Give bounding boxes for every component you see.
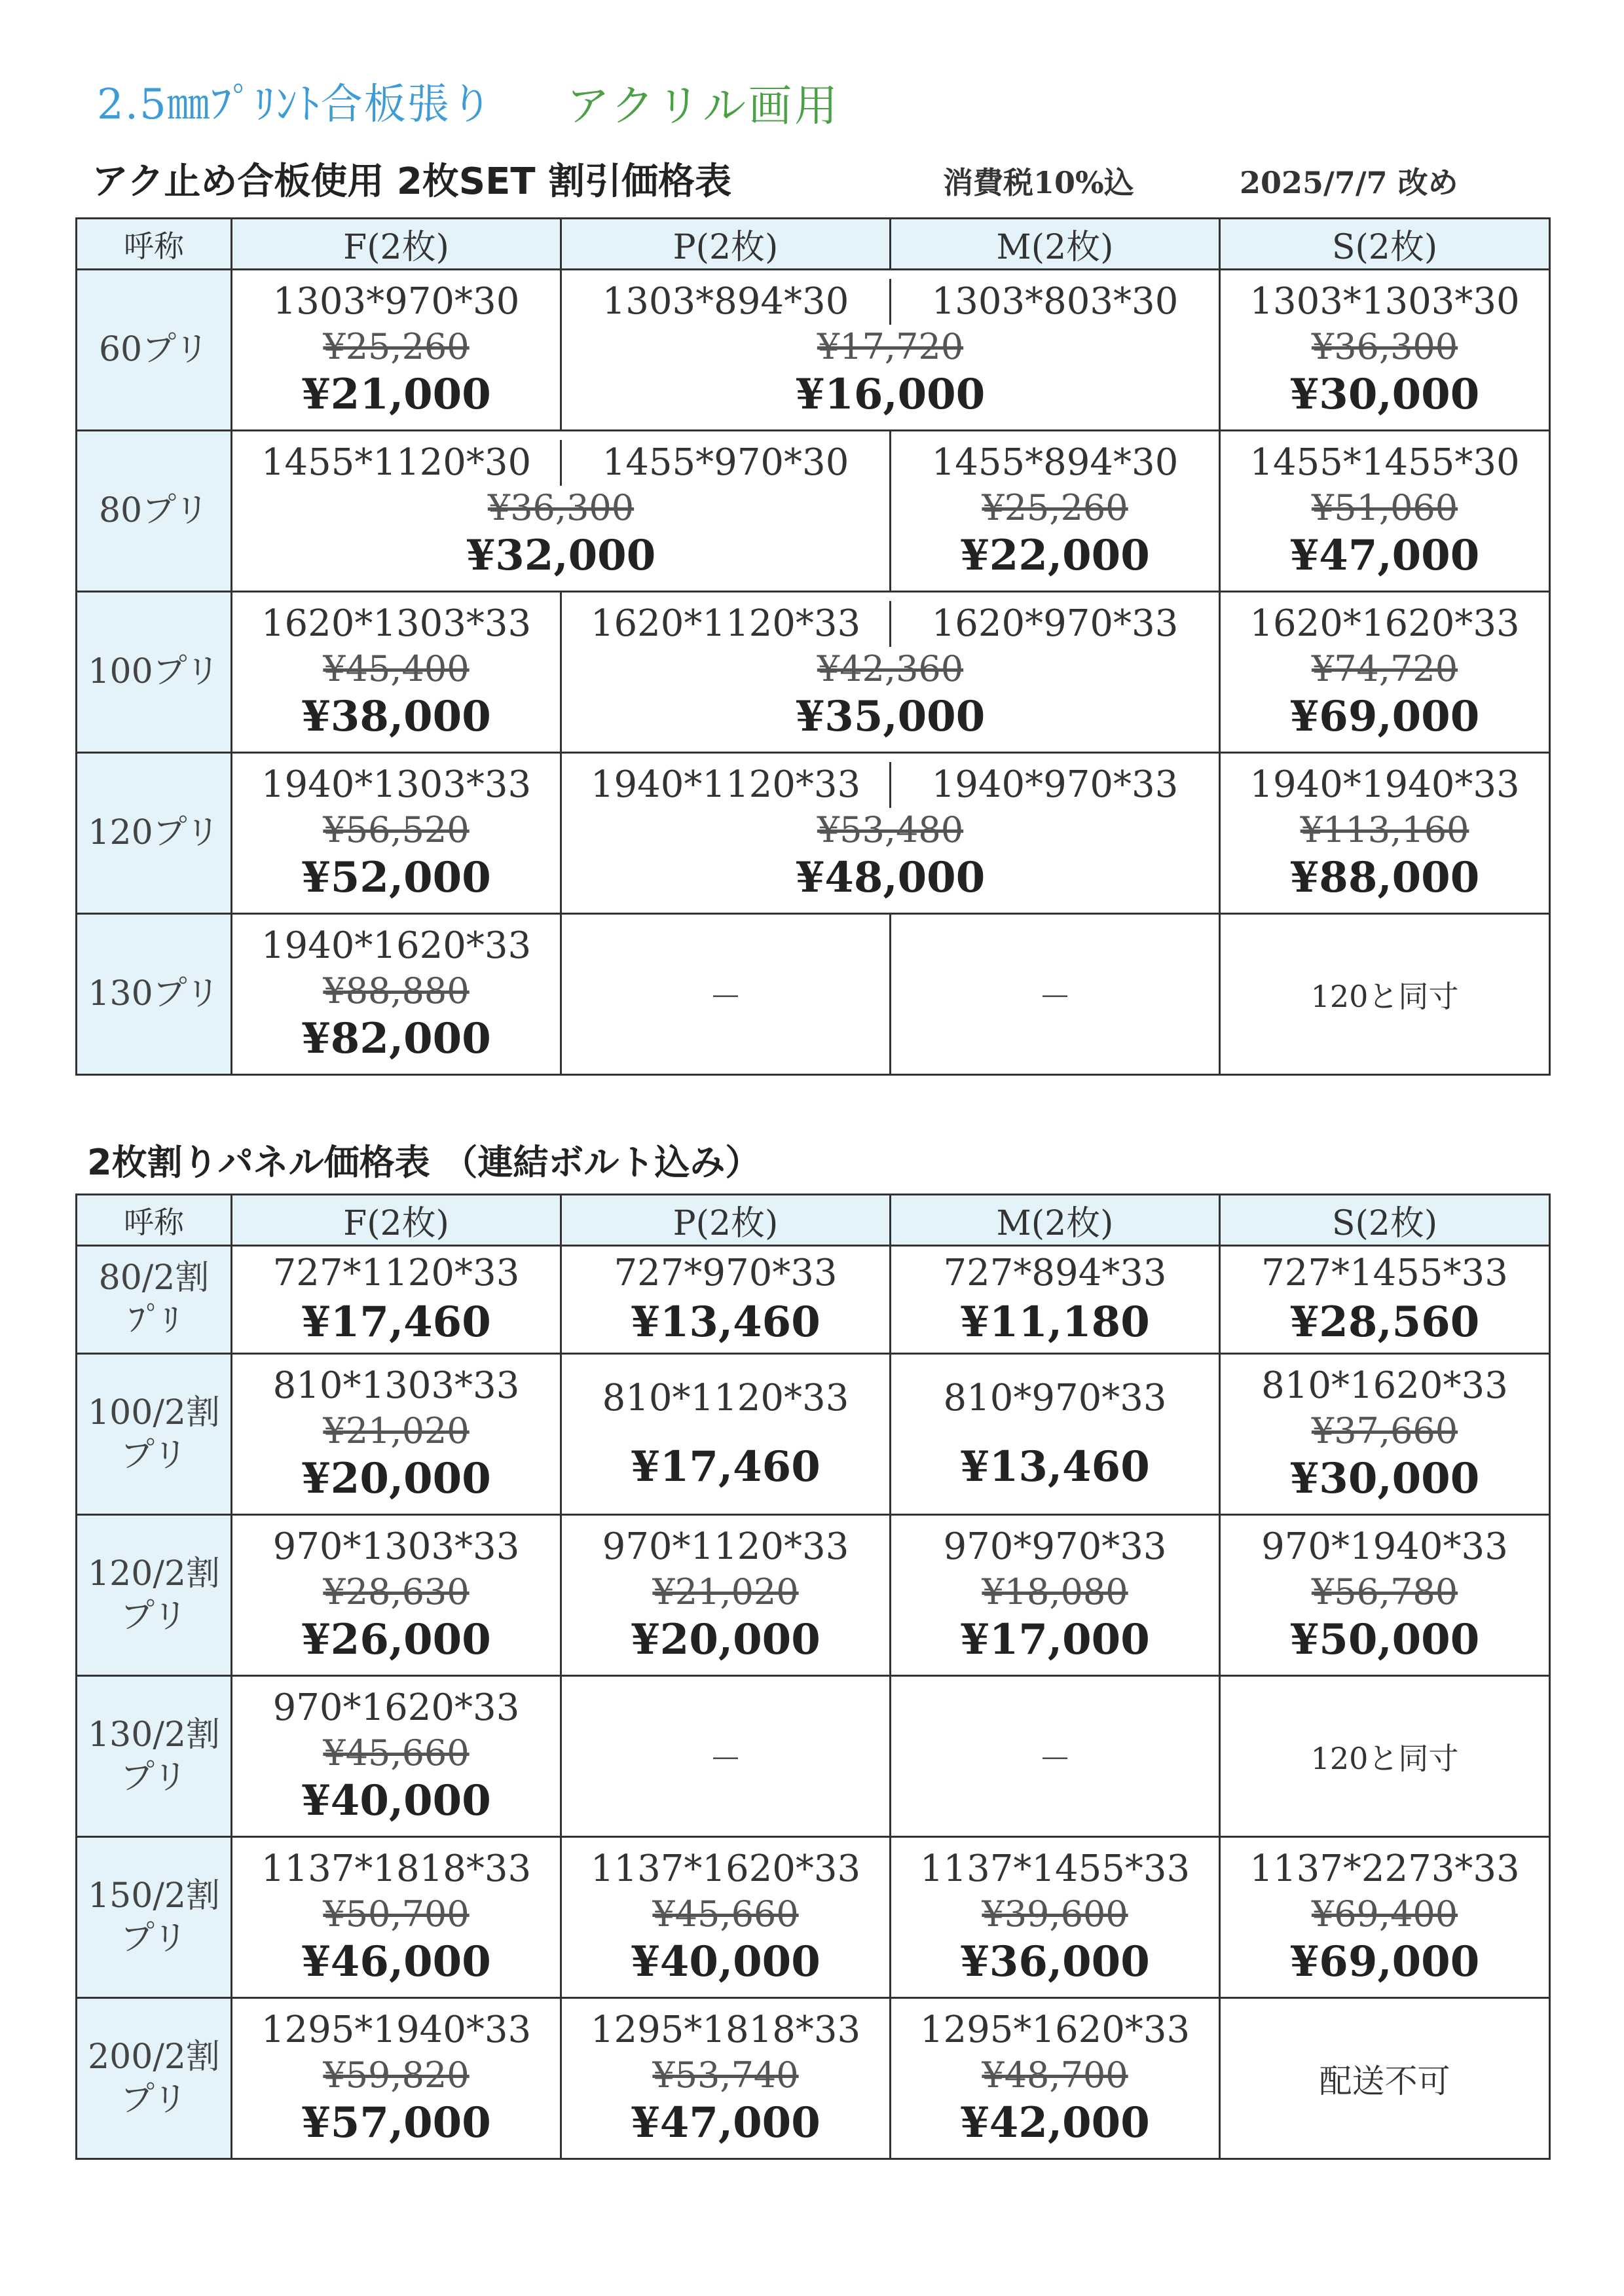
- price-cell: [561, 1998, 891, 2159]
- dimension: 810*1620*33: [1261, 1364, 1508, 1407]
- not-available: －: [1039, 977, 1071, 1016]
- new-price: ¥26,000: [301, 1615, 491, 1665]
- new-price: ¥16,000: [795, 370, 986, 420]
- note: 配送不可: [1319, 2062, 1450, 2100]
- dimension: 1303*1303*30: [1249, 280, 1520, 323]
- row-name: 80プリ: [77, 431, 232, 592]
- new-price: ¥17,460: [631, 1442, 821, 1491]
- price-cell: [561, 914, 891, 1075]
- dimension: 1455*894*30: [931, 441, 1179, 484]
- new-price: ¥13,460: [960, 1442, 1150, 1491]
- dimension: 1940*1620*33: [261, 924, 532, 967]
- old-price: ¥25,260: [982, 486, 1128, 528]
- new-price: ¥82,000: [301, 1014, 491, 1064]
- new-price: ¥50,000: [1289, 1615, 1480, 1665]
- price-cell-merged: [561, 270, 1220, 431]
- price-cell: [561, 1837, 891, 1998]
- price-cell: [232, 1246, 561, 1354]
- new-price: ¥47,000: [631, 2098, 821, 2148]
- new-price: ¥35,000: [795, 692, 986, 742]
- date-note: 2025/7/7 改め: [1240, 165, 1458, 200]
- price-cell: [232, 1354, 561, 1515]
- title-use: アクリル画用: [566, 81, 841, 131]
- dimension: 727*970*33: [614, 1252, 838, 1294]
- not-available: －: [709, 977, 742, 1016]
- new-price: ¥13,460: [631, 1298, 821, 1347]
- old-price: ¥17,720: [817, 325, 964, 367]
- table-header-row: [77, 219, 1550, 270]
- dimension: 810*1120*33: [602, 1376, 849, 1419]
- table-row: [77, 753, 1550, 914]
- new-price: ¥47,000: [1289, 531, 1480, 581]
- new-price: ¥46,000: [301, 1937, 491, 1987]
- dimension: 1455*970*30: [560, 440, 889, 486]
- row-name-line2: プリ: [120, 2079, 187, 2119]
- old-price: ¥42,360: [817, 647, 964, 689]
- dimension: 1620*1620*33: [1249, 602, 1520, 645]
- row-name: 60プリ: [77, 270, 232, 431]
- col-header-s: S(2枚): [1220, 1195, 1550, 1246]
- dimension: 1137*1620*33: [590, 1847, 861, 1890]
- split-panel-price-table: [75, 1194, 1551, 2160]
- dimension: 810*970*33: [943, 1376, 1167, 1419]
- row-name-line1: 100/2割: [88, 1393, 220, 1432]
- new-price: ¥38,000: [301, 692, 491, 742]
- dimension: 1137*2273*33: [1249, 1847, 1520, 1890]
- dimension: 727*1120*33: [272, 1252, 520, 1294]
- dimension: 1620*1120*33: [590, 602, 861, 645]
- section1-title: アク止め合板使用 2枚SET 割引価格表: [92, 160, 732, 203]
- new-price: ¥40,000: [301, 1776, 491, 1826]
- row-name-line2: プリ: [120, 1435, 187, 1475]
- price-cell: [1220, 1246, 1550, 1354]
- dimension: 970*1620*33: [272, 1686, 520, 1729]
- row-name-line2: プリ: [120, 1596, 187, 1636]
- old-price: ¥53,740: [652, 2054, 799, 2096]
- new-price: ¥30,000: [1289, 370, 1480, 420]
- col-header-f: F(2枚): [232, 219, 561, 270]
- dimension: 1455*1455*30: [1249, 441, 1520, 484]
- table-header-row: [77, 1195, 1550, 1246]
- new-price: ¥36,000: [960, 1937, 1150, 1987]
- row-name-line1: 200/2割: [88, 2037, 220, 2077]
- price-cell: [891, 1998, 1220, 2159]
- table-row: [77, 1515, 1550, 1676]
- new-price: ¥52,000: [301, 853, 491, 903]
- new-price: ¥69,000: [1289, 692, 1480, 742]
- old-price: ¥51,060: [1311, 486, 1458, 528]
- col-header-s: S(2枚): [1220, 219, 1550, 270]
- new-price: ¥57,000: [301, 2098, 491, 2148]
- tax-note: 消費税10%込: [943, 165, 1134, 200]
- new-price: ¥42,000: [960, 2098, 1150, 2148]
- table-row: [77, 1837, 1550, 1998]
- section2-title: 2枚割りパネル価格表 （連結ボルト込み）: [87, 1142, 761, 1183]
- price-cell: [232, 1515, 561, 1676]
- dimension: 970*1303*33: [272, 1525, 520, 1568]
- row-name-line2: ﾌﾟﾘ: [128, 1301, 179, 1340]
- table-row: [77, 592, 1550, 753]
- row-name: 120プリ: [77, 753, 232, 914]
- table-row: [77, 431, 1550, 592]
- title-product: 2.5㎜ﾌﾟﾘﾝﾄ合板張り: [97, 81, 494, 129]
- old-price: ¥28,630: [323, 1571, 470, 1613]
- price-cell: [1220, 1676, 1550, 1837]
- dimension: 1620*970*33: [889, 601, 1219, 647]
- old-price: ¥25,260: [323, 325, 470, 367]
- price-cell-merged: [561, 753, 1220, 914]
- old-price: ¥37,660: [1311, 1410, 1458, 1451]
- price-cell: [232, 914, 561, 1075]
- row-name-line1: 150/2割: [88, 1876, 220, 1916]
- col-header-m: M(2枚): [891, 1195, 1220, 1246]
- price-cell: [1220, 431, 1550, 592]
- dimension: 970*970*33: [943, 1525, 1167, 1568]
- table-row: [77, 270, 1550, 431]
- dimension: 1940*1303*33: [261, 763, 532, 806]
- new-price: ¥17,460: [301, 1298, 491, 1347]
- dimension: 970*1940*33: [1261, 1525, 1508, 1568]
- row-name-line1: 130/2割: [88, 1715, 220, 1755]
- new-price: ¥28,560: [1289, 1298, 1480, 1347]
- old-price: ¥69,400: [1311, 1893, 1458, 1935]
- price-cell: [232, 1837, 561, 1998]
- price-cell: [1220, 914, 1550, 1075]
- row-name: [77, 1354, 232, 1515]
- dimension: 1620*1303*33: [261, 602, 532, 645]
- old-price: ¥53,480: [817, 809, 964, 850]
- old-price: ¥113,160: [1300, 809, 1469, 850]
- table-row: [77, 914, 1550, 1075]
- old-price: ¥39,600: [982, 1893, 1128, 1935]
- old-price: ¥50,700: [323, 1893, 470, 1935]
- price-cell: [891, 1246, 1220, 1354]
- price-cell: [1220, 1354, 1550, 1515]
- row-name: [77, 1676, 232, 1837]
- old-price: ¥45,660: [323, 1732, 470, 1774]
- note: 120と同寸: [1310, 1740, 1459, 1776]
- dimension: 1940*1940*33: [1249, 763, 1520, 806]
- price-cell: [561, 1515, 891, 1676]
- dimension: 1303*970*30: [272, 280, 520, 323]
- row-name: [77, 1515, 232, 1676]
- price-cell: [561, 1246, 891, 1354]
- new-price: ¥21,000: [301, 370, 491, 420]
- old-price: ¥21,020: [323, 1410, 470, 1451]
- col-header-m: M(2枚): [891, 219, 1220, 270]
- new-price: ¥30,000: [1289, 1454, 1480, 1504]
- not-available: －: [709, 1740, 742, 1778]
- price-cell: [1220, 1998, 1550, 2159]
- dimension: 1295*1818*33: [590, 2008, 861, 2051]
- dimension: 970*1120*33: [602, 1525, 849, 1568]
- price-cell: [891, 1515, 1220, 1676]
- row-name: 100プリ: [77, 592, 232, 753]
- price-cell: [891, 1354, 1220, 1515]
- old-price: ¥48,700: [982, 2054, 1128, 2096]
- price-cell-merged: [561, 592, 1220, 753]
- new-price: ¥17,000: [960, 1615, 1150, 1665]
- col-header-p: P(2枚): [561, 219, 891, 270]
- table-row: [77, 1998, 1550, 2159]
- price-cell: [1220, 1515, 1550, 1676]
- price-cell: [232, 753, 561, 914]
- dimension: 1303*894*30: [602, 280, 849, 323]
- not-available: －: [1039, 1740, 1071, 1778]
- dimension: 1137*1455*33: [919, 1847, 1190, 1890]
- price-cell: [1220, 592, 1550, 753]
- new-price: ¥20,000: [631, 1615, 821, 1665]
- row-name: [77, 1246, 232, 1354]
- dimension: 1455*1120*30: [261, 441, 532, 484]
- dimension: 1295*1940*33: [261, 2008, 532, 2051]
- price-cell: [232, 1998, 561, 2159]
- dimension: 727*894*33: [943, 1252, 1167, 1294]
- dimension: 1295*1620*33: [919, 2008, 1190, 2051]
- table-row: [77, 1246, 1550, 1354]
- table-row: [77, 1354, 1550, 1515]
- price-cell: [891, 1837, 1220, 1998]
- old-price: ¥36,300: [1311, 325, 1458, 367]
- discount-price-table: [75, 217, 1551, 1076]
- dimension: 810*1303*33: [272, 1364, 520, 1407]
- price-cell: [1220, 270, 1550, 431]
- old-price: ¥56,520: [323, 809, 470, 850]
- col-header-name: 呼称: [77, 219, 232, 270]
- new-price: ¥22,000: [960, 531, 1150, 581]
- row-name-line1: 120/2割: [88, 1554, 220, 1594]
- old-price: ¥88,880: [323, 970, 470, 1011]
- new-price: ¥48,000: [795, 853, 986, 903]
- table-row: [77, 1676, 1550, 1837]
- row-name-line2: プリ: [120, 1918, 187, 1958]
- dimension: 1137*1818*33: [261, 1847, 532, 1890]
- price-cell: [232, 1676, 561, 1837]
- dimension: 727*1455*33: [1261, 1252, 1508, 1294]
- price-cell: [561, 1676, 891, 1837]
- note: 120と同寸: [1310, 978, 1459, 1014]
- new-price: ¥11,180: [960, 1298, 1150, 1347]
- old-price: ¥21,020: [652, 1571, 799, 1613]
- price-cell: [891, 1676, 1220, 1837]
- old-price: ¥45,660: [652, 1893, 799, 1935]
- row-name: [77, 1998, 232, 2159]
- price-cell: [232, 592, 561, 753]
- new-price: ¥69,000: [1289, 1937, 1480, 1987]
- old-price: ¥18,080: [982, 1571, 1128, 1613]
- col-header-f: F(2枚): [232, 1195, 561, 1246]
- price-cell: [891, 431, 1220, 592]
- row-name: [77, 1837, 232, 1998]
- row-name-line1: 80/2割: [98, 1258, 210, 1298]
- new-price: ¥88,000: [1289, 853, 1480, 903]
- price-cell: [1220, 753, 1550, 914]
- dimension: 1940*1120*33: [590, 763, 861, 806]
- old-price: ¥59,820: [323, 2054, 470, 2096]
- old-price: ¥45,400: [323, 647, 470, 689]
- new-price: ¥20,000: [301, 1454, 491, 1504]
- dimension: 1940*970*33: [889, 762, 1219, 808]
- col-header-name: 呼称: [77, 1195, 232, 1246]
- price-cell: [232, 270, 561, 431]
- dimension: 1303*803*30: [889, 279, 1219, 325]
- col-header-p: P(2枚): [561, 1195, 891, 1246]
- price-cell: [561, 1354, 891, 1515]
- old-price: ¥74,720: [1311, 647, 1458, 689]
- price-cell-merged: [232, 431, 891, 592]
- price-cell: [891, 914, 1220, 1075]
- new-price: ¥32,000: [466, 531, 656, 581]
- price-cell: [1220, 1837, 1550, 1998]
- row-name: 130プリ: [77, 914, 232, 1075]
- old-price: ¥36,300: [487, 486, 635, 528]
- new-price: ¥40,000: [631, 1937, 821, 1987]
- old-price: ¥56,780: [1311, 1571, 1458, 1613]
- row-name-line2: プリ: [120, 1757, 187, 1797]
